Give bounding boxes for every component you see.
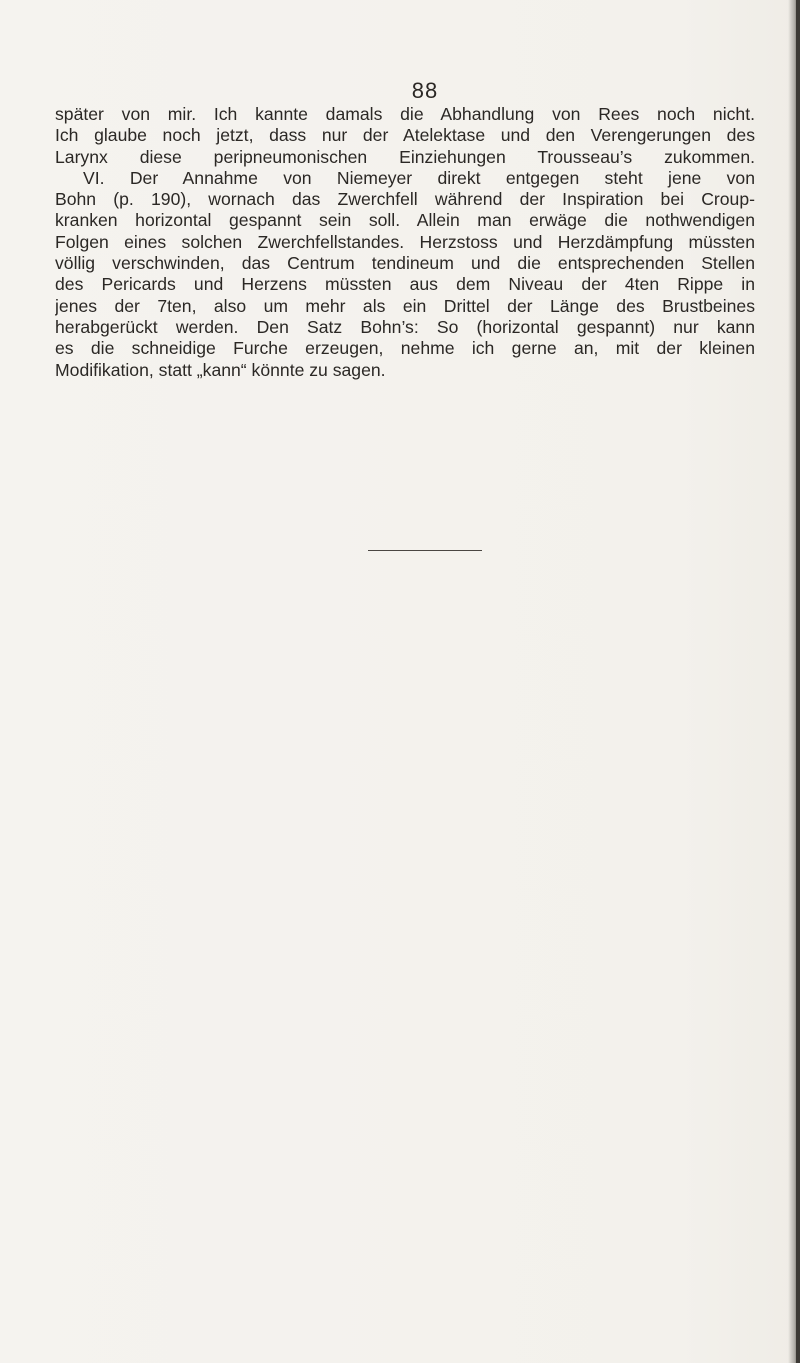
body-text: [55, 104, 755, 381]
page-number: 88: [411, 78, 439, 103]
text-line: herabgerückt werden. Den Satz Bohn’s: So (horizontal gespannt) nur kann: [55, 316, 755, 337]
text-line: es die schneidige Furche erzeugen, nehme ich gerne an, mit der kleinen: [55, 338, 755, 359]
text-line: später von mir. Ich kannte damals die Abhandlung von Rees noch nicht.: [55, 104, 755, 124]
text-line: des Pericards und Herzens müssten aus dem Niveau der 4ten Rippe in: [55, 274, 755, 295]
text-line: jenes der 7ten, also um mehr als ein Drittel der Länge des Brustbeines: [55, 295, 755, 316]
text-line: völlig verschwinden, das Centrum tendineum und die entsprechenden Stellen: [55, 253, 755, 274]
page-edge: [796, 0, 800, 1363]
text-line: Folgen eines solchen Zwerchfellstandes. Herzstoss und Herzdämpfung müssten: [55, 231, 755, 252]
text-line: VI. Der Annahme von Niemeyer direkt entgegen steht jene von: [83, 167, 755, 188]
text-line: Bohn (p. 190), wornach das Zwerchfell während der Inspiration bei Croup-: [55, 189, 755, 210]
text-line: Ich glaube noch jetzt, dass nur der Atelektase und den Verengerungen des: [55, 125, 755, 146]
section-divider: [368, 550, 482, 551]
text-line: Modifikation, statt „kann“ könnte zu sagen.: [55, 359, 386, 380]
text-line: Larynx diese peripneumonischen Einziehungen Trousseau’s zukommen.: [55, 146, 755, 167]
text-line: kranken horizontal gespannt sein soll. Allein man erwäge die nothwendigen: [55, 210, 755, 231]
